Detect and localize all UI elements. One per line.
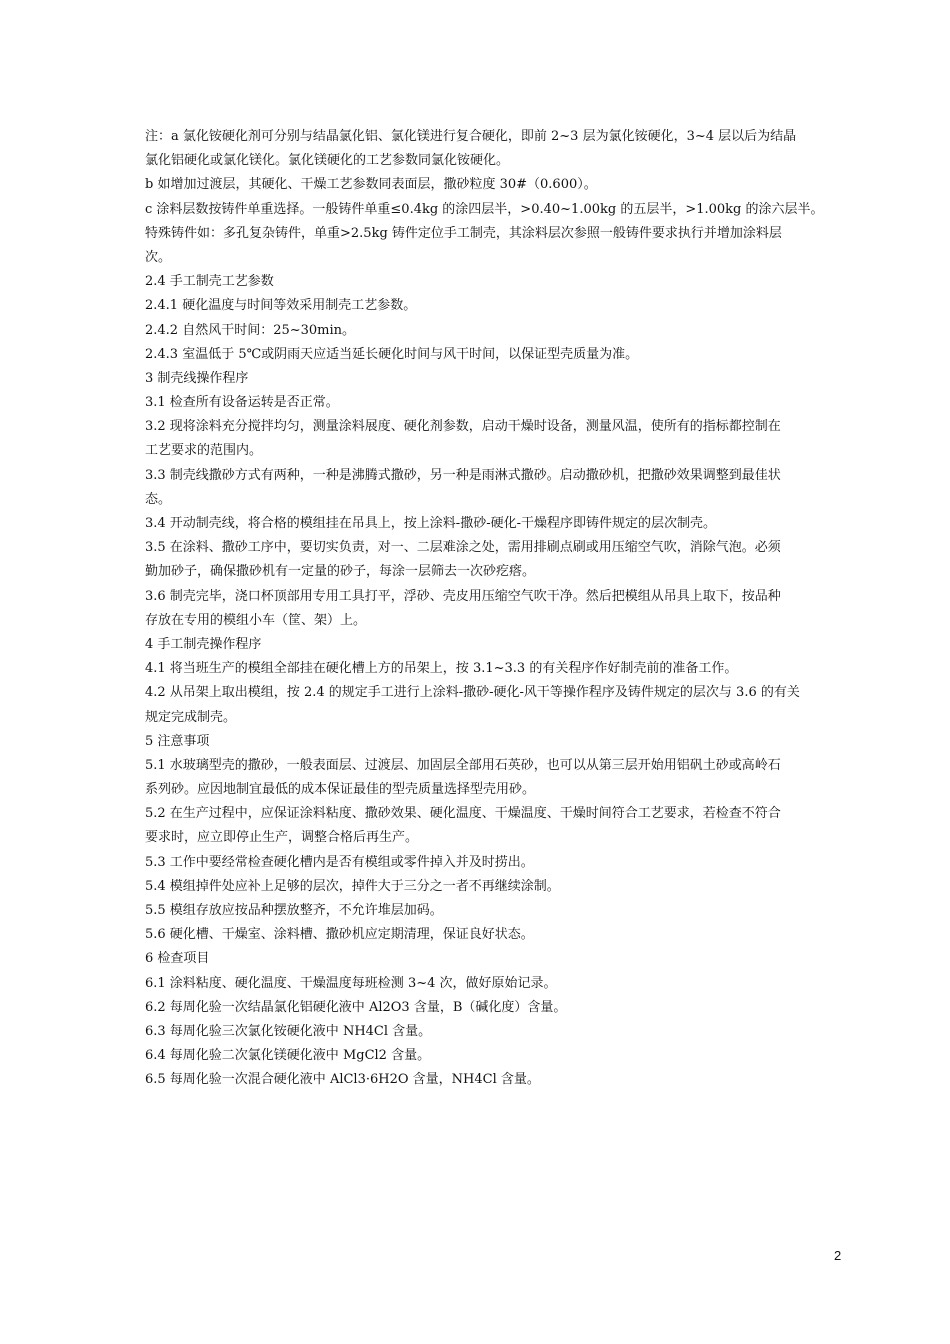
section-heading: 5 注意事项 — [145, 733, 210, 749]
text-line: 5.6 硬化槽、干燥室、涂料槽、撒砂机应定期清理，保证良好状态。 — [145, 927, 534, 943]
section-heading: 2.4 手工制壳工艺参数 — [145, 274, 274, 290]
document-body — [145, 125, 847, 1093]
text-line: 系列砂。应因地制宜最低的成本保证最佳的型壳质量选择型壳用砂。 — [145, 782, 536, 798]
text-line: 3.5 在涂料、撒砂工序中，要切实负责，对一、二层难涂之处，需用排刷点刷或用压缩空气吹，消除气泡。必须 — [145, 540, 781, 556]
text-line: 5.1 水玻璃型壳的撒砂，一般表面层、过渡层、加固层全部用石英砂，也可以从第三层开始用铝矾土砂或高岭石 — [145, 757, 781, 773]
text-line: 3.4 开动制壳线，将合格的模组挂在吊具上，按上涂料-撒砂-硬化-干燥程序即铸件规定的层次制壳。 — [145, 516, 716, 531]
section-heading: 3 制壳线操作程序 — [145, 370, 249, 386]
text-line: 6.3 每周化验三次氯化铵硬化液中 NH4Cl 含量。 — [145, 1023, 432, 1039]
text-line: 5.4 模组掉件处应补上足够的层次，掉件大于三分之一者不再继续涂制。 — [145, 878, 560, 894]
section-heading: 4 手工制壳操作程序 — [145, 636, 262, 652]
text-line: 6.1 涂料粘度、硬化温度、干燥温度每班检测 3~4 次，做好原始记录。 — [145, 975, 557, 991]
text-line: 2.4.1 硬化温度与时间等效采用制壳工艺参数。 — [145, 298, 417, 314]
page-number: 2 — [834, 1248, 842, 1263]
text-line: 2.4.3 室温低于 5℃或阴雨天应适当延长硬化时间与风干时间，以保证型壳质量为准。 — [145, 346, 639, 362]
text-line: 5.5 模组存放应按品种摆放整齐，不允许堆层加码。 — [145, 903, 443, 918]
text-line: 工艺要求的范围内。 — [145, 443, 263, 459]
text-line: 勤加砂子，确保撒砂机有一定量的砂子，每涂一层筛去一次砂疙瘩。 — [145, 564, 536, 580]
text-line: 6.4 每周化验二次氯化镁硬化液中 MgCl2 含量。 — [145, 1048, 431, 1064]
text-line: 次。 — [145, 249, 172, 265]
text-line: 4.2 从吊架上取出模组，按 2.4 的规定手工进行上涂料-撒砂-硬化-风干等操作程序及铸件规定的层次与 3.6 的有关 — [145, 685, 800, 701]
text-line: 3.3 制壳线撒砂方式有两种，一种是沸腾式撒砂，另一种是雨淋式撒砂。启动撒砂机，把撒砂效果调整到最佳状 — [145, 467, 781, 483]
text-line: 5.2 在生产过程中，应保证涂料粘度、撒砂效果、硬化温度、干燥温度、干燥时间符合工艺要求，若检查不符合 — [145, 806, 781, 822]
text-line: 3.2 现将涂料充分搅拌均匀，测量涂料展度、硬化剂参数，启动干燥时设备，测量风温，使所有的指标都控制在 — [145, 419, 781, 435]
text-line: b 如增加过渡层，其硬化、干燥工艺参数同表面层，撒砂粒度 30#（0.600）。 — [145, 177, 597, 193]
text-line: 3.6 制壳完毕，浇口杯顶部用专用工具打平，浮砂、壳皮用压缩空气吹干净。然后把模组从吊具上取下，按品种 — [145, 588, 781, 604]
section-heading: 6 检查项目 — [145, 951, 210, 967]
text-line: 要求时，应立即停止生产，调整合格后再生产。 — [145, 830, 419, 846]
text-line: 6.5 每周化验一次混合硬化液中 AlCl3·6H2O 含量，NH4Cl 含量。 — [145, 1072, 540, 1088]
text-line: 态。 — [145, 491, 172, 507]
text-line: 特殊铸件如：多孔复杂铸件，单重>2.5kg 铸件定位手工制壳，其涂料层次参照一般铸件要求执行并增加涂料层 — [145, 225, 782, 241]
text-line: 氯化铝硬化或氯化镁化。氯化镁硬化的工艺参数同氯化铵硬化。 — [145, 153, 510, 169]
text-line: 注：a 氯化铵硬化剂可分别与结晶氯化铝、氯化镁进行复合硬化，即前 2~3 层为氯化铵硬化，3~4 层以后为结晶 — [145, 129, 797, 144]
text-line: 规定完成制壳。 — [145, 709, 237, 725]
text-line: 6.2 每周化验一次结晶氯化铝硬化液中 Al2O3 含量，B（碱化度）含量。 — [145, 999, 567, 1015]
text-line: c 涂料层数按铸件单重选择。一般铸件单重≤0.4kg 的涂四层半，>0.40~1.00kg 的五层半，>1.00kg 的涂六层半。 — [145, 201, 824, 217]
text-line: 2.4.2 自然风干时间：25~30min。 — [145, 322, 356, 338]
text-line: 3.1 检查所有设备运转是否正常。 — [145, 395, 339, 411]
text-line: 5.3 工作中要经常检查硬化槽内是否有模组或零件掉入并及时捞出。 — [145, 854, 534, 870]
text-line: 4.1 将当班生产的模组全部挂在硬化槽上方的吊架上，按 3.1~3.3 的有关程序作好制壳前的准备工作。 — [145, 661, 738, 677]
text-line: 存放在专用的模组小车（筐、架）上。 — [145, 612, 367, 628]
